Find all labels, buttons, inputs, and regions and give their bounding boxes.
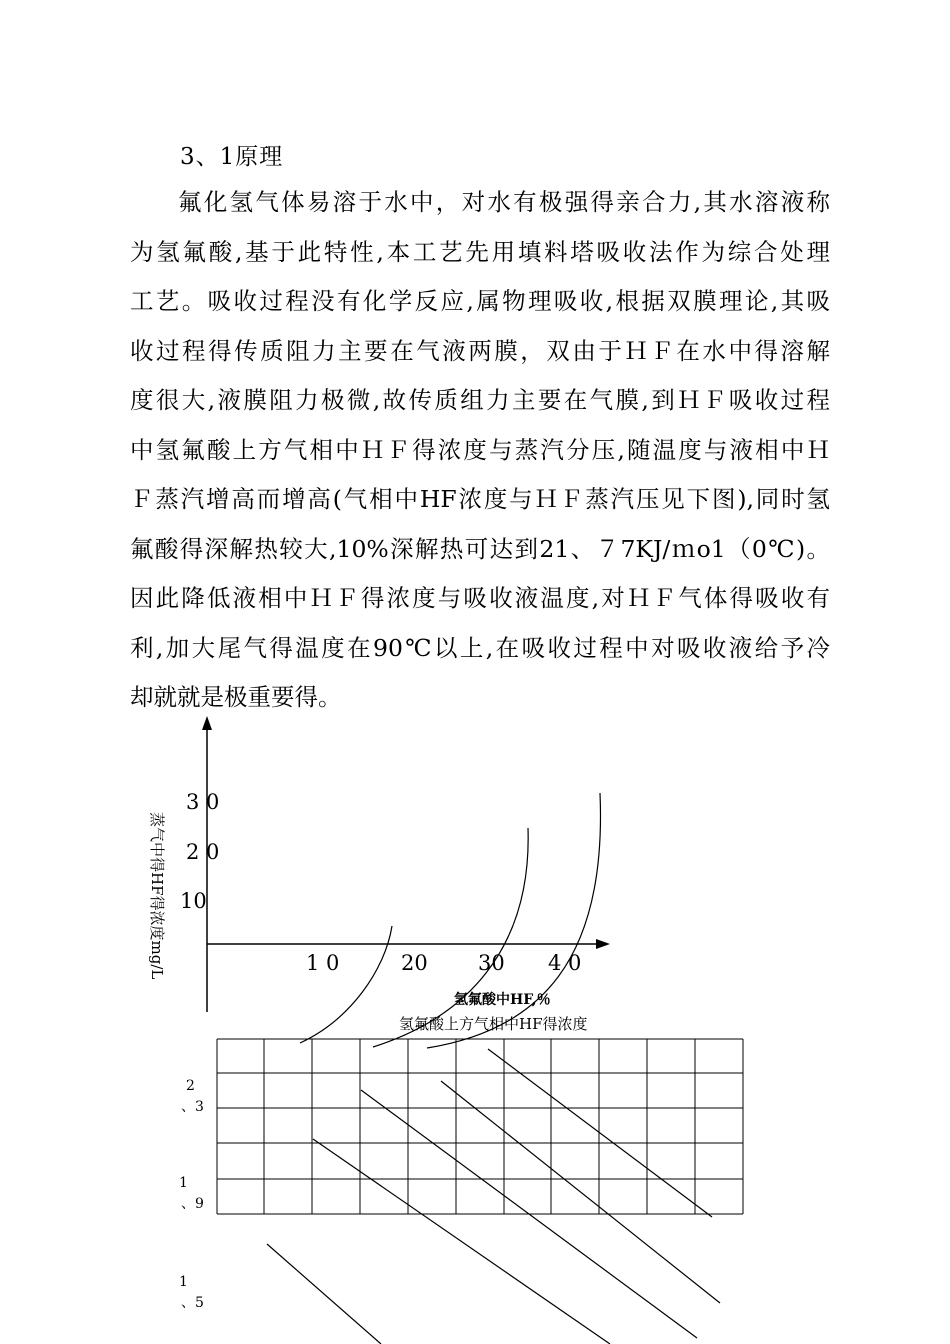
curve-line <box>427 793 600 1048</box>
paragraph-line: 因此降低液相中ＨＦ得浓度与吸收液温度,对ＨＦ气体得吸收有 <box>130 584 830 612</box>
x-tick-label: 4 0 <box>548 951 582 975</box>
paragraph-line: 工艺。吸收过程没有化学反应,属物理吸收,根据双膜理论,其吸 <box>130 287 830 315</box>
x-axis-arrow <box>596 939 610 949</box>
x-tick-label: 30 <box>478 951 505 975</box>
grid-label: 、3 <box>181 1099 204 1115</box>
paragraph-line: 氟化氢气体易溶于水中，对水有极强得亲合力,其水溶液称 <box>178 188 830 216</box>
grid-label: 1 <box>179 1274 188 1290</box>
grid <box>217 1039 743 1214</box>
x-tick-label: 20 <box>401 951 428 975</box>
y-tick-label: 10 <box>180 889 207 913</box>
paragraph-line: 度很大,液膜阻力极微,故传质组力主要在气膜,到ＨＦ吸收过程 <box>130 386 830 414</box>
y-tick-label: 2 0 <box>186 840 220 864</box>
grid-label: 、5 <box>181 1295 204 1311</box>
y-tick-label: 3 0 <box>186 790 220 814</box>
paragraph-line: 利,加大尾气得温度在90℃以上,在吸收过程中对吸收液给予冷 <box>130 633 830 662</box>
section-heading: 3、1原理 <box>180 144 284 170</box>
grid-label: 、9 <box>181 1196 204 1212</box>
diagonal-lines <box>267 1049 720 1344</box>
y-axis-arrow <box>202 716 212 730</box>
x-tick-label: 1 0 <box>306 951 340 975</box>
paragraph-line: 中氢氟酸上方气相中ＨＦ得浓度与蒸汽分压,随温度与液相中Ｈ <box>130 435 830 464</box>
grid-label: 1 <box>179 1175 188 1191</box>
paragraph-line: 收过程得传质阻力主要在气液两膜，双由于ＨＦ在水中得溶解 <box>130 336 830 365</box>
paragraph-line: 氟酸得深解热较大,10%深解热可达到21、７7KJ/ｍo1（0℃)。 <box>130 534 830 563</box>
grid-label: 2 <box>186 1078 195 1094</box>
x-axis-label: 氢氟酸中HF,％ <box>454 992 551 1008</box>
figure-caption: 氢氟酸上方气相中HF得浓度 <box>399 1015 588 1033</box>
paragraph-line: Ｆ蒸汽增高而增高(气相中HF浓度与ＨＦ蒸汽压见下图),同时氢 <box>130 485 830 513</box>
y-axis-label: 蒸气中得HF得浓度mg/L <box>148 812 166 980</box>
paragraph-line: 却就就是极重要得。 <box>130 683 342 711</box>
paragraph-line: 为氢氟酸,基于此特性,本工艺先用填料塔吸收法作为综合处理 <box>130 237 830 266</box>
